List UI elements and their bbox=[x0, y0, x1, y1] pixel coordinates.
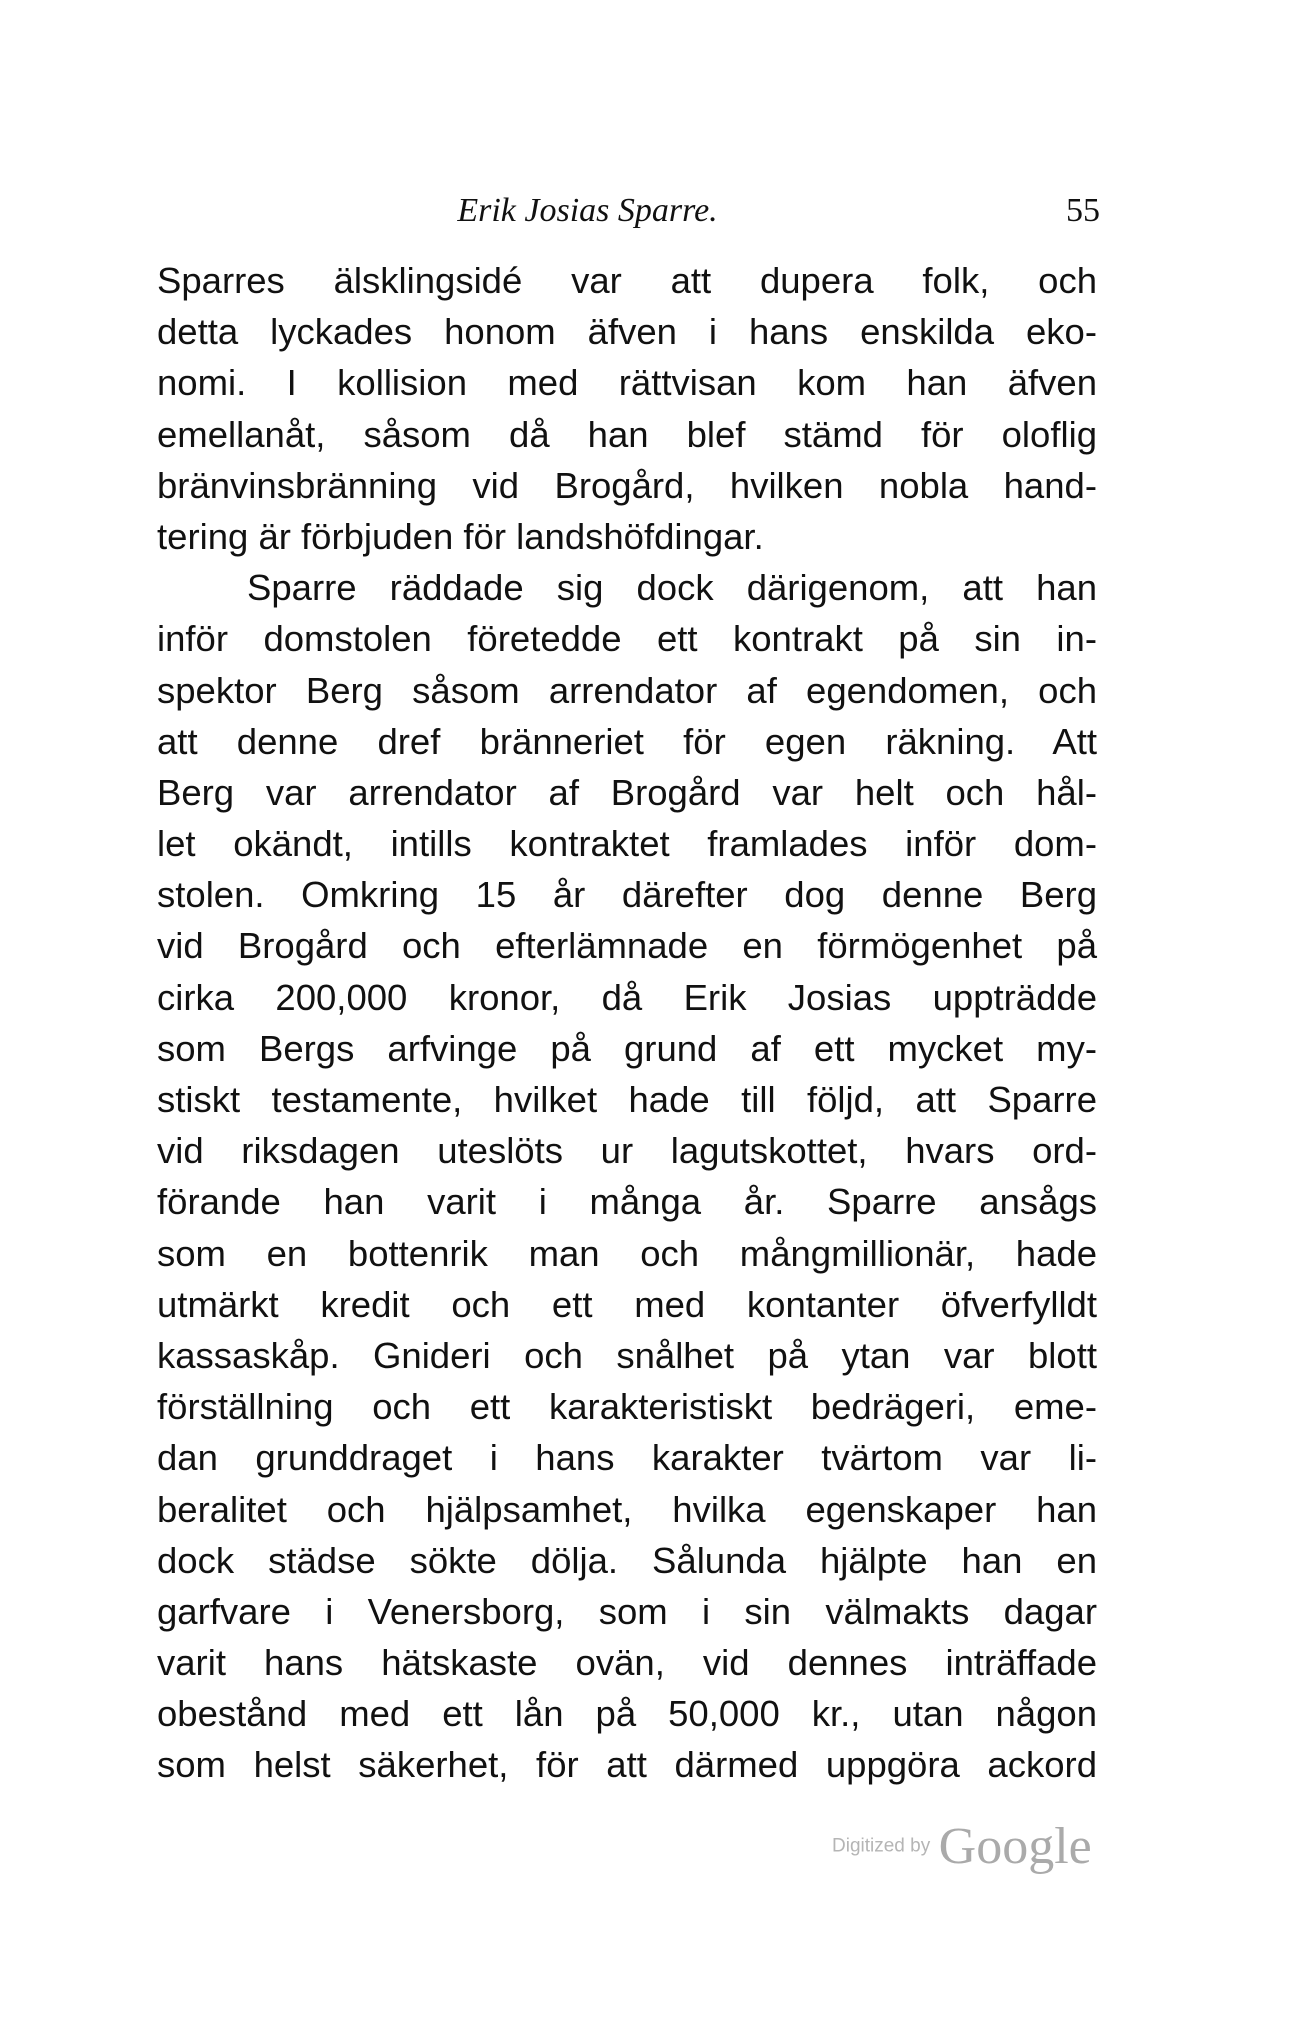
text-line: förställning och ett karakteristiskt bedrägeri, eme- bbox=[157, 1386, 1097, 1428]
page-number: 55 bbox=[1066, 192, 1100, 229]
text-line: let okändt, intills kontraktet framlades inför dom- bbox=[157, 823, 1097, 865]
text-line: vid Brogård och efterlämnade en förmögenhet på bbox=[157, 925, 1097, 967]
text-line: beralitet och hjälpsamhet, hvilka egenskaper han bbox=[157, 1488, 1097, 1530]
text-line: som Bergs arfvinge på grund af ett mycket my- bbox=[157, 1027, 1097, 1069]
digitized-watermark bbox=[832, 1817, 1092, 1877]
text-line: stolen. Omkring 15 år därefter dog denne Berg bbox=[157, 874, 1097, 916]
text-line: inför domstolen företedde ett kontrakt på sin in- bbox=[157, 618, 1097, 660]
text-line: Sparres älsklingsidé var att dupera folk, och bbox=[157, 260, 1097, 301]
text-line: dock städse sökte dölja. Sålunda hjälpte han en bbox=[157, 1539, 1097, 1581]
watermark-prefix: Digitized by bbox=[832, 1835, 931, 1857]
text-line: Berg var arrendator af Brogård var helt och hål- bbox=[157, 771, 1097, 813]
text-line: kassaskåp. Gnideri och snålhet på ytan var blott bbox=[157, 1334, 1097, 1376]
body-text bbox=[157, 255, 1097, 1791]
text-line: emellanåt, såsom då han blef stämd för oloflig bbox=[157, 413, 1097, 455]
running-title: Erik Josias Sparre. bbox=[457, 192, 718, 229]
text-line: varit hans hätskaste ovän, vid dennes inträffade bbox=[157, 1642, 1097, 1684]
text-line: vid riksdagen uteslöts ur lagutskottet, hvars ord- bbox=[157, 1130, 1097, 1172]
text-line: stiskt testamente, hvilket hade till följd, att Sparre bbox=[157, 1079, 1097, 1120]
text-line: att denne dref bränneriet för egen räkning. Att bbox=[157, 720, 1097, 762]
google-logo: Google bbox=[938, 1818, 1092, 1875]
text-line: cirka 200,000 kronor, då Erik Josias uppträdde bbox=[157, 976, 1097, 1018]
text-line: tering är förbjuden för landshöfdingar. bbox=[157, 515, 764, 557]
text-line: dan grunddraget i hans karakter tvärtom var li- bbox=[157, 1437, 1097, 1479]
text-line: spektor Berg såsom arrendator af egendomen, och bbox=[157, 669, 1097, 711]
running-head bbox=[155, 186, 1100, 236]
text-line: utmärkt kredit och ett med kontanter öfverfylldt bbox=[157, 1283, 1097, 1325]
text-line: förande han varit i många år. Sparre ansågs bbox=[157, 1181, 1097, 1223]
text-line: som en bottenrik man och mångmillionär, hade bbox=[157, 1232, 1097, 1274]
text-line: Sparre räddade sig dock därigenom, att han bbox=[247, 567, 1097, 609]
text-line: obestånd med ett lån på 50,000 kr., utan någon bbox=[157, 1693, 1097, 1735]
text-line: garfvare i Venersborg, som i sin välmakts dagar bbox=[157, 1590, 1097, 1632]
text-line: detta lyckades honom äfven i hans enskilda eko- bbox=[157, 311, 1097, 353]
text-line: som helst säkerhet, för att därmed uppgöra ackord bbox=[157, 1744, 1097, 1786]
text-line: nomi. I kollision med rättvisan kom han äfven bbox=[157, 362, 1097, 404]
text-line: bränvinsbränning vid Brogård, hvilken nobla hand- bbox=[157, 464, 1097, 506]
